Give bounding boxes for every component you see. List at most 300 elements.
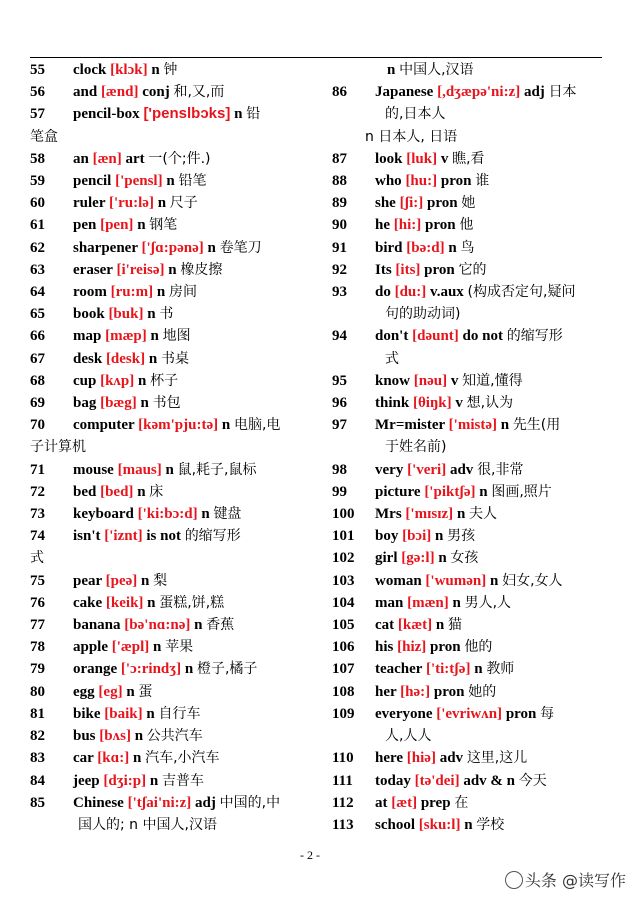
entry-meaning: 鸟	[460, 239, 475, 256]
vocab-entry	[332, 792, 604, 814]
entry-number: 71	[30, 461, 45, 478]
entry-body	[332, 414, 604, 458]
entry-meaning: 公共汽车	[146, 728, 203, 745]
entry-phonetic: [bə:d]	[406, 239, 445, 256]
entry-body	[30, 503, 312, 525]
entry-word: eraser	[73, 261, 113, 278]
entry-number: 84	[30, 772, 45, 789]
entry-body	[332, 81, 604, 148]
vocab-entry	[30, 681, 312, 703]
entry-number: 104	[332, 594, 355, 611]
entry-number: 95	[332, 372, 347, 389]
entry-meaning: 自行车	[158, 705, 201, 722]
entry-number: 69	[30, 395, 45, 412]
entry-body	[30, 747, 312, 769]
entry-body	[332, 614, 604, 636]
entry-part-of-speech: n	[479, 483, 488, 500]
entry-number: 98	[332, 461, 347, 478]
entry-part-of-speech: n	[137, 483, 146, 500]
entry-part-of-speech: n	[138, 372, 147, 389]
entry-number: 76	[30, 594, 45, 611]
entry-body	[332, 392, 604, 414]
entry-part-of-speech: n	[146, 705, 155, 722]
entry-part-of-speech: n	[157, 195, 167, 212]
vocab-entry	[332, 59, 604, 81]
entry-meaning: 她	[461, 195, 476, 212]
entry-part-of-speech: n	[452, 594, 461, 611]
entry-part-of-speech: n	[148, 350, 158, 367]
entry-body	[332, 770, 604, 792]
entry-body	[30, 570, 312, 592]
entry-phonetic: [hiz]	[397, 639, 427, 656]
entry-part-of-speech: n	[490, 572, 499, 589]
entry-part-of-speech: do not	[462, 328, 503, 345]
entry-meaning: 房间	[168, 284, 197, 301]
entry-number: 87	[332, 150, 347, 167]
entry-meaning-continued: 句的助动词)	[385, 306, 461, 323]
entry-part-of-speech: n	[435, 528, 444, 545]
entry-phonetic: ['mɪsɪz]	[405, 506, 454, 523]
entry-phonetic: [peə]	[105, 572, 138, 589]
entry-body	[332, 259, 604, 281]
entry-body	[332, 459, 604, 481]
entry-body	[30, 636, 312, 658]
vocab-entry	[30, 725, 312, 747]
entry-meaning: 书包	[152, 395, 181, 412]
entry-meaning: 很,非常	[477, 461, 524, 478]
entry-phonetic: [bə'nɑ:nə]	[124, 617, 191, 634]
entry-meaning-continued: 的,日本人	[385, 106, 446, 123]
vocab-entry	[332, 703, 604, 747]
entry-word: pear	[73, 572, 102, 589]
entry-word: teacher	[375, 661, 423, 678]
entry-word: car	[73, 750, 94, 767]
entry-part-of-speech: n	[156, 284, 166, 301]
entry-phonetic: [luk]	[406, 150, 438, 167]
entry-word: jeep	[73, 772, 100, 789]
vocab-entry	[30, 192, 312, 214]
entry-number: 62	[30, 239, 45, 256]
entry-phonetic: [ænd]	[100, 84, 139, 101]
entry-meaning: 吉普车	[161, 772, 204, 789]
entry-phonetic: ['piktʃə]	[424, 483, 476, 500]
entry-number: 106	[332, 639, 355, 656]
entry-word: she	[375, 195, 396, 212]
entry-meaning: 蛋	[138, 683, 153, 700]
entry-body	[332, 214, 604, 236]
entry-phonetic: [kəm'pju:tə]	[138, 417, 219, 434]
entry-body	[332, 814, 604, 836]
entry-part-of-speech: n	[234, 106, 243, 123]
entry-body	[332, 703, 604, 747]
entry-meaning: (构成否定句,疑问	[467, 284, 576, 301]
entry-part-of-speech: n	[149, 772, 159, 789]
entry-phonetic: ['æpl]	[111, 639, 150, 656]
entry-phonetic: [i'reisə]	[116, 261, 165, 278]
entry-body	[332, 570, 604, 592]
entry-word: Mrs	[375, 506, 402, 523]
entry-body	[30, 481, 312, 503]
entry-word: don't	[375, 328, 409, 345]
entry-meaning: 一(个;件.)	[148, 150, 211, 167]
entry-word: clock	[73, 62, 107, 78]
watermark-logo-icon	[505, 871, 523, 889]
entry-part-of-speech: conj	[142, 84, 170, 101]
entry-phonetic: ['wumən]	[425, 572, 487, 589]
vocab-entry	[30, 392, 312, 414]
entry-phonetic: ['ɔ:rindʒ]	[120, 661, 182, 678]
entry-number: 92	[332, 261, 347, 278]
entry-part-of-speech: adv & n	[463, 772, 516, 789]
entry-word: mouse	[73, 461, 114, 478]
entry-phonetic: [ru:m]	[110, 284, 154, 301]
entry-body	[30, 703, 312, 725]
entry-meaning-continued: 国人的; n 中国人,汉语	[78, 816, 217, 833]
entry-number: 85	[30, 794, 45, 811]
entry-body	[332, 192, 604, 214]
entry-number: 101	[332, 528, 355, 545]
entry-part-of-speech: n	[137, 217, 146, 234]
entry-word: do	[375, 284, 391, 301]
entry-body	[30, 525, 312, 569]
entry-phonetic: [bʌs]	[99, 728, 131, 745]
entry-word: Japanese	[375, 84, 434, 101]
entry-phonetic: ['tʃai'ni:z]	[127, 794, 192, 811]
entry-part-of-speech: n	[435, 617, 445, 634]
entry-phonetic: ['pensl]	[115, 173, 163, 190]
entry-meaning: 铅	[246, 106, 261, 123]
vocab-entry	[30, 59, 312, 81]
entry-word: school	[375, 816, 416, 833]
entry-word: ruler	[73, 195, 106, 212]
entry-meaning: 钟	[163, 62, 178, 78]
entry-meaning-continued: 子计算机	[30, 439, 86, 456]
entry-word: sharpener	[73, 239, 138, 256]
entry-number: 107	[332, 661, 355, 678]
entry-meaning: 这里,这儿	[466, 750, 528, 767]
header-rule	[30, 57, 602, 58]
entry-number: 65	[30, 306, 45, 323]
entry-body	[332, 170, 604, 192]
entry-word: keyboard	[73, 506, 134, 523]
entry-word: isn't	[73, 528, 101, 545]
entry-word: cat	[375, 617, 395, 634]
entry-body	[332, 681, 604, 703]
entry-number: 100	[332, 506, 355, 523]
entry-meaning: 在	[454, 794, 469, 811]
entry-body	[30, 370, 312, 392]
entry-body	[30, 459, 312, 481]
entry-phonetic: [pen]	[100, 217, 134, 234]
entry-meaning: 谁	[475, 173, 490, 190]
entry-part-of-speech: pron	[427, 195, 458, 212]
vocab-entry	[30, 259, 312, 281]
entry-meaning: 汽车,小汽车	[145, 750, 220, 767]
vocab-entry	[30, 214, 312, 236]
entry-phonetic: ['ki:bɔ:d]	[137, 506, 198, 523]
entry-part-of-speech: n	[140, 395, 149, 412]
entry-word: desk	[73, 350, 103, 367]
entry-meaning: 的缩写形	[184, 528, 241, 545]
entry-word: cake	[73, 594, 103, 611]
entry-body	[30, 170, 312, 192]
entry-phonetic: ['mistə]	[448, 417, 497, 434]
entry-word: man	[375, 594, 404, 611]
vocab-entry	[30, 170, 312, 192]
vocab-entry	[332, 459, 604, 481]
entry-word: Mr=mister	[375, 417, 445, 434]
entry-part-of-speech: v	[440, 150, 449, 167]
entry-part-of-speech: n	[438, 550, 447, 567]
entry-meaning: 鼠,耗子,鼠标	[177, 461, 257, 478]
entry-phonetic: [kæt]	[397, 617, 433, 634]
entry-meaning: 橡皮擦	[180, 261, 223, 278]
entry-number: 99	[332, 483, 347, 500]
entry-part-of-speech: n	[150, 328, 159, 345]
entry-meaning-continued: 式	[30, 550, 44, 567]
entry-part-of-speech: n	[151, 62, 160, 78]
entry-word: Its	[375, 261, 392, 278]
entry-phonetic: [æt]	[391, 794, 418, 811]
vocab-entry	[332, 503, 604, 525]
entry-word: orange	[73, 661, 118, 678]
vocab-entry	[30, 459, 312, 481]
entry-number: 67	[30, 350, 45, 367]
entry-part-of-speech: n	[456, 506, 466, 523]
entry-word: know	[375, 372, 411, 389]
entry-meaning: 香蕉	[206, 617, 235, 634]
entry-meaning-continued: 人,人人	[385, 728, 432, 745]
page-number: - 2 -	[300, 848, 320, 862]
vocab-entry	[332, 814, 604, 836]
entry-part-of-speech: n	[165, 461, 174, 478]
entry-meaning: 男人,人	[464, 594, 512, 611]
entry-phonetic: [mæp]	[105, 328, 147, 345]
entry-meaning: 电脑,电	[233, 417, 281, 434]
vocab-entry	[332, 325, 604, 369]
entry-meaning: 知道,懂得	[462, 372, 523, 389]
entry-word: look	[375, 150, 403, 167]
entry-part-of-speech: adv	[439, 750, 464, 767]
entry-phonetic: [keik]	[105, 594, 144, 611]
entry-word: room	[73, 284, 107, 301]
entry-meaning: 的缩写形	[506, 328, 563, 345]
entry-meaning: 和,又,而	[173, 84, 225, 101]
entry-meaning: 钢笔	[149, 217, 178, 234]
vocab-entry	[332, 481, 604, 503]
entry-phonetic: [hə:]	[400, 683, 431, 700]
entry-meaning-continued: 式	[385, 350, 399, 367]
entry-phonetic: [nəu]	[413, 372, 448, 389]
entry-number: 60	[30, 195, 45, 212]
entry-word: computer	[73, 417, 135, 434]
entry-meaning: 夫人	[469, 506, 498, 523]
entry-part-of-speech: n	[201, 506, 210, 523]
entry-number: 113	[332, 816, 354, 833]
entry-part-of-speech: adj	[195, 794, 216, 811]
entry-body	[30, 325, 312, 347]
entry-meaning: 橙子,橘子	[196, 661, 258, 678]
entry-part-of-speech: n	[207, 239, 216, 256]
entry-meaning: 铅笔	[178, 173, 207, 190]
vocab-entry	[30, 747, 312, 769]
entry-number: 70	[30, 417, 45, 434]
entry-word: banana	[73, 617, 121, 634]
entry-number: 78	[30, 639, 45, 656]
entry-word: bed	[73, 483, 97, 500]
entry-number: 96	[332, 395, 347, 412]
entry-part-of-speech: art	[125, 150, 145, 167]
entry-meaning: 妇女,女人	[502, 572, 563, 589]
entry-phonetic: [hu:]	[405, 173, 438, 190]
entry-number: 89	[332, 195, 347, 212]
entry-phonetic: ['iznt]	[104, 528, 143, 545]
entry-part-of-speech: n	[166, 173, 175, 190]
entry-number: 110	[332, 750, 354, 767]
vocab-entry	[30, 792, 312, 836]
entry-phonetic: [ʃi:]	[399, 195, 424, 212]
entry-number: 82	[30, 728, 45, 745]
entry-word: very	[375, 461, 404, 478]
entry-part-of-speech: n	[134, 728, 144, 745]
entry-body	[332, 281, 604, 325]
entry-number: 86	[332, 84, 347, 101]
entry-body	[332, 592, 604, 614]
entry-phonetic: [bed]	[100, 483, 134, 500]
vocab-entry	[332, 214, 604, 236]
entry-word: Chinese	[73, 794, 124, 811]
entry-body	[332, 658, 604, 680]
entry-meaning: 今天	[518, 772, 547, 789]
entry-body	[332, 325, 604, 369]
vocab-entry	[30, 636, 312, 658]
entry-meaning: 每	[540, 705, 555, 722]
entry-part-of-speech: adv	[449, 461, 474, 478]
entry-part-of-speech: n	[147, 306, 156, 323]
vocab-column-left	[30, 59, 312, 836]
entry-number: 66	[30, 328, 45, 345]
entry-number: 68	[30, 372, 45, 389]
entry-body	[30, 237, 312, 259]
entry-part-of-speech: n	[153, 639, 162, 656]
entry-phonetic: [baik]	[104, 705, 143, 722]
entry-body	[332, 481, 604, 503]
vocab-entry	[332, 614, 604, 636]
vocab-entry	[332, 525, 604, 547]
vocab-entry	[30, 103, 312, 147]
entry-phonetic: [dəunt]	[412, 328, 459, 345]
vocab-entry	[332, 770, 604, 792]
entry-phonetic: [dʒi:p]	[103, 772, 147, 789]
entry-meaning: 学校	[476, 816, 505, 833]
entry-phonetic: ['penslbɔks]	[143, 105, 231, 123]
entry-meaning: 教师	[486, 661, 515, 678]
entry-meaning: 苹果	[165, 639, 194, 656]
entry-body	[332, 747, 604, 769]
watermark-text: 头条 @读写作	[524, 871, 626, 890]
entry-part-of-speech: pron	[440, 173, 472, 190]
entry-part-of-speech: n	[387, 62, 396, 78]
entry-meaning: 图画,照片	[491, 483, 552, 500]
entry-number: 94	[332, 328, 347, 345]
entry-body	[30, 658, 312, 680]
entry-meaning: 他的	[464, 639, 493, 656]
entry-meaning: 中国的,中	[219, 794, 281, 811]
entry-body	[30, 348, 312, 370]
entry-phonetic: [bæg]	[100, 395, 137, 412]
entry-meaning: 床	[149, 483, 164, 500]
entry-part-of-speech: n	[147, 594, 156, 611]
entry-word: at	[375, 794, 388, 811]
entry-body	[30, 770, 312, 792]
entry-word: her	[375, 683, 397, 700]
entry-number: 63	[30, 261, 45, 278]
entry-word: bus	[73, 728, 96, 745]
vocab-entry	[30, 370, 312, 392]
entry-part-of-speech: n	[126, 683, 135, 700]
entry-meaning: 卷笔刀	[219, 239, 262, 256]
entry-part-of-speech: n	[184, 661, 194, 678]
entry-phonetic: [du:]	[394, 284, 427, 301]
entry-phonetic: [hiə]	[406, 750, 436, 767]
entry-part-of-speech: pron	[425, 217, 456, 234]
entry-meaning: 杯子	[150, 372, 179, 389]
entry-meaning: 地图	[162, 328, 191, 345]
entry-word: an	[73, 150, 89, 167]
entry-body	[332, 525, 604, 547]
entry-phonetic: [kʌp]	[100, 372, 135, 389]
entry-phonetic: [gə:l]	[401, 550, 435, 567]
entry-part-of-speech: adj	[523, 84, 545, 101]
entry-body	[30, 592, 312, 614]
entry-number: 112	[332, 794, 354, 811]
entry-body	[30, 214, 312, 236]
entry-word: bike	[73, 705, 101, 722]
entry-part-of-speech: n	[500, 417, 510, 434]
entry-body	[332, 547, 604, 569]
vocab-entry	[30, 614, 312, 636]
entry-phonetic: [buk]	[108, 306, 144, 323]
entry-word: his	[375, 639, 394, 656]
entry-part-of-speech: n	[474, 661, 483, 678]
vocab-entry	[332, 192, 604, 214]
entry-phonetic: [eg]	[98, 683, 123, 700]
entry-meaning: 想,认为	[466, 395, 514, 412]
entry-meaning-continued: n 日本人, 日语	[365, 128, 458, 145]
entry-part-of-speech: n	[141, 572, 150, 589]
entry-phonetic: [bɔi]	[402, 528, 432, 545]
entry-part-of-speech: pron	[424, 261, 455, 278]
entry-phonetic: [klɔk]	[110, 62, 148, 78]
entry-body	[30, 281, 312, 303]
entry-body	[30, 192, 312, 214]
entry-part-of-speech: n	[448, 239, 457, 256]
entry-word: think	[375, 395, 410, 412]
vocab-entry	[30, 658, 312, 680]
vocab-entry	[332, 570, 604, 592]
entry-meaning: 先生(用	[512, 417, 561, 434]
entry-meaning: 日本	[548, 84, 577, 101]
vocab-entry	[30, 570, 312, 592]
entry-body	[30, 614, 312, 636]
entry-body	[30, 725, 312, 747]
entry-number: 102	[332, 550, 355, 567]
entry-number: 72	[30, 483, 45, 500]
vocab-entry	[30, 414, 312, 458]
entry-body	[332, 148, 604, 170]
vocab-entry	[332, 658, 604, 680]
entry-part-of-speech: n	[168, 261, 177, 278]
